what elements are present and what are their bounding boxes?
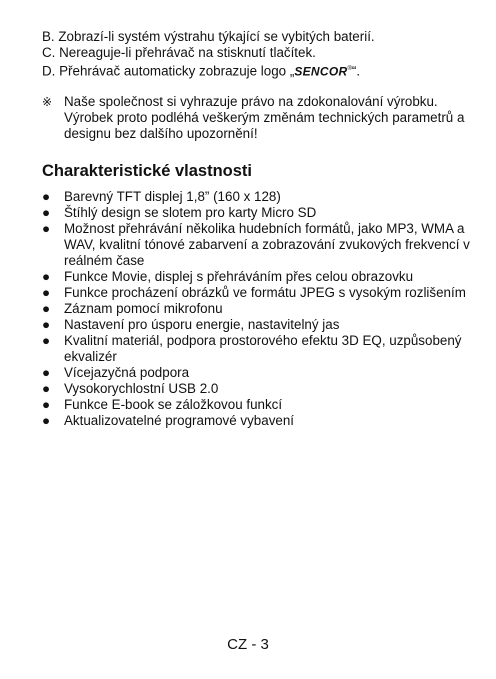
feature-item <box>42 269 482 285</box>
intro-line-c: C. Nereaguje-li přehrávač na stisknutí tlačítek. <box>42 45 316 60</box>
feature-item <box>42 413 482 429</box>
feature-text: Barevný TFT displej 1,8” (160 x 128) <box>64 189 281 204</box>
feature-item <box>42 397 482 413</box>
feature-text: Kvalitní materiál, podpora prostorového efektu 3D EQ, uzpůsobený ekvalizér <box>64 333 462 364</box>
bullet-icon: ● <box>42 285 51 300</box>
bullet-icon: ● <box>42 317 51 332</box>
disclaimer-note <box>42 94 472 142</box>
feature-item <box>42 221 482 269</box>
feature-text: Možnost přehrávání několika hudebních formátů, jako MP3, WMA a WAV, kvalitní tónové zabarvení a zobrazování zvukových frekvencí v reálném čase <box>64 221 470 268</box>
feature-text: Vícejazyčná podpora <box>64 365 190 380</box>
bullet-icon: ● <box>42 413 51 428</box>
bullet-icon: ● <box>42 221 51 236</box>
feature-text: Nastavení pro úsporu energie, nastavitelný jas <box>64 317 340 332</box>
page-number: CZ - 3 <box>227 636 269 653</box>
section-heading: Charakteristické vlastnosti <box>42 162 253 180</box>
feature-text: Funkce procházení obrázků ve formátu JPEG s vysokým rozlišením <box>64 285 466 300</box>
intro-line-d-prefix: D. Přehrávač automaticky zobrazuje logo „ <box>42 63 295 79</box>
disclaimer-text: Naše společnost si vyhrazuje právo na zdokonalování výrobku. Výrobek proto podléhá veškerým změnám technických parametrů a designu bez dalšího upozornění! <box>64 94 465 141</box>
bullet-icon: ● <box>42 381 51 396</box>
bullet-icon: ● <box>42 189 51 204</box>
trademark-mark: ® <box>347 66 352 72</box>
feature-list <box>42 189 482 429</box>
intro-line-d-suffix: “. <box>351 63 361 79</box>
feature-item <box>42 333 482 365</box>
feature-item <box>42 205 482 221</box>
feature-text: Vysokorychlostní USB 2.0 <box>64 381 219 396</box>
feature-text: Záznam pomocí mikrofonu <box>64 301 223 316</box>
bullet-icon: ● <box>42 269 51 284</box>
sencor-logo: SENCOR <box>294 64 348 79</box>
bullet-icon: ● <box>42 333 51 348</box>
feature-text: Štíhlý design se slotem pro karty Micro SD <box>64 205 317 220</box>
feature-text: Funkce Movie, displej s přehráváním přes celou obrazovku <box>64 269 414 284</box>
feature-item <box>42 285 482 301</box>
feature-text: Aktualizovatelné programové vybavení <box>64 413 295 428</box>
feature-item <box>42 301 482 317</box>
bullet-icon: ● <box>42 301 51 316</box>
feature-item <box>42 189 482 205</box>
intro-line-b: B. Zobrazí-li systém výstrahu týkající se vybitých baterií. <box>42 29 375 44</box>
feature-item <box>42 365 482 381</box>
bullet-icon: ● <box>42 397 51 412</box>
intro-line-d <box>42 61 360 79</box>
feature-item <box>42 317 482 333</box>
bullet-icon: ● <box>42 365 51 380</box>
feature-text: Funkce E-book se záložkovou funkcí <box>64 397 283 412</box>
reference-mark-icon: ※ <box>42 95 53 109</box>
feature-item <box>42 381 482 397</box>
bullet-icon: ● <box>42 205 51 220</box>
